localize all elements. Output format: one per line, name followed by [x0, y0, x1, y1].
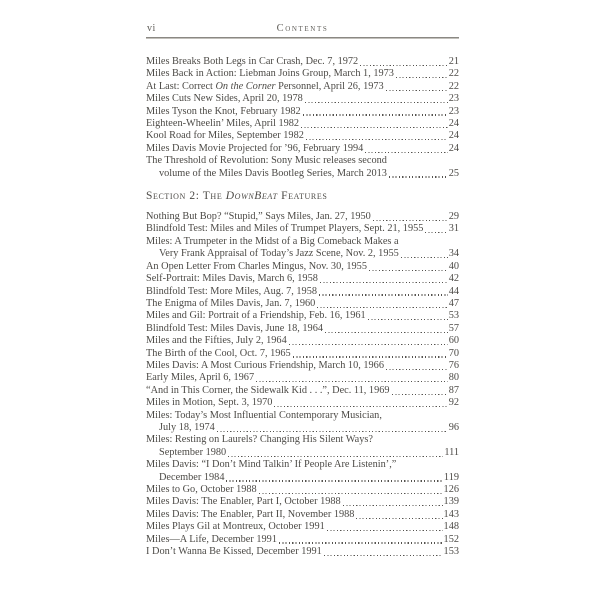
entry-title: [146, 298, 315, 310]
entry-title: [146, 459, 396, 471]
entry-title-text: The Enigma of Miles Davis, Jan. 7, 1960: [146, 297, 316, 309]
entry-page-number: 153: [443, 546, 459, 558]
toc-entry: [146, 118, 459, 130]
entry-title: [146, 496, 341, 508]
entry-title: [146, 546, 322, 558]
dot-leader: [356, 518, 442, 519]
entry-title-text: Miles Back in Action: Liebman Joins Group, March 1, 1973: [146, 68, 394, 80]
section-heading-italic: DownBeat: [225, 190, 278, 203]
section-heading: [146, 190, 459, 203]
entry-page-number: 119: [443, 471, 459, 483]
toc-entry: [146, 472, 459, 484]
dot-leader: [324, 555, 443, 556]
toc-entry: [146, 496, 459, 508]
dot-leader: [365, 152, 447, 153]
toc-entry: [146, 348, 459, 360]
entry-title-text: Miles in Motion, Sept. 3, 1970: [146, 397, 273, 409]
toc-entry: [146, 286, 459, 298]
entry-page-number: 21: [448, 56, 459, 67]
entry-title-text: Very Frank Appraisal of Today’s Jazz Scene, Nov. 2, 1955: [159, 248, 399, 260]
entry-title-text: Personnel, April 26, 1973: [275, 80, 384, 92]
entry-title: [146, 385, 390, 397]
dot-leader: [373, 220, 448, 221]
entry-title-text: Miles—A Life, December 1991: [146, 533, 277, 545]
toc-entry: [146, 248, 459, 260]
entry-page-number: 152: [443, 533, 459, 545]
entry-title: [146, 372, 254, 384]
entry-title: [146, 118, 299, 130]
dot-leader: [319, 294, 448, 295]
toc-entry: [146, 509, 459, 521]
entry-title: [146, 273, 318, 285]
dot-leader: [303, 114, 448, 115]
entry-title-text: Miles Davis: “I Don’t Mind Talkin’ If People Are Listenin’,”: [146, 459, 397, 471]
entry-title-text: Miles Tyson the Knot, February 1982: [146, 105, 301, 117]
header-rule: [146, 37, 459, 39]
dot-leader: [256, 381, 448, 382]
toc-entry: [146, 434, 459, 446]
entry-title-text: The Birth of the Cool, Oct. 7, 1965: [146, 347, 291, 359]
toc-entry: [146, 484, 459, 496]
entry-page-number: 143: [443, 508, 459, 520]
toc-entry: [146, 130, 459, 142]
entry-title: [146, 155, 387, 167]
dot-leader: [401, 257, 448, 258]
toc-entry: [146, 534, 459, 546]
entry-title: [146, 130, 304, 142]
entry-title-text: Miles: A Trumpeter in the Midst of a Big Comeback Makes a: [146, 235, 399, 247]
dot-leader: [386, 369, 448, 370]
dot-leader: [360, 65, 448, 66]
entry-title: [159, 248, 399, 260]
dot-leader: [425, 232, 447, 233]
entry-title-text: An Open Letter From Charles Mingus, Nov. 30, 1955: [146, 260, 367, 272]
dot-leader: [325, 332, 448, 333]
entry-title-text: Miles and Gil: Portrait of a Friendship, Feb. 16, 1961: [146, 310, 366, 322]
entry-page-number: 60: [448, 335, 459, 347]
entry-title-italic: On the Corner: [215, 80, 276, 92]
entry-title-text: December 1984: [159, 471, 225, 483]
toc-entry: [146, 236, 459, 248]
entry-title-text: Miles Cuts New Sides, April 20, 1978: [146, 93, 303, 105]
entry-title: [146, 534, 277, 546]
dot-leader: [305, 102, 448, 103]
toc-entry: [146, 360, 459, 372]
dot-leader: [301, 127, 448, 128]
toc-entry: [146, 211, 459, 223]
entry-title: [146, 360, 384, 372]
entry-title: [146, 236, 399, 248]
toc-entry: [146, 261, 459, 273]
entry-page-number: 34: [448, 248, 459, 260]
entry-title-text: July 18, 1974: [159, 421, 215, 433]
toc-entry: [146, 372, 459, 384]
dot-leader: [368, 319, 448, 320]
dot-leader: [274, 406, 447, 407]
entry-title: [146, 410, 382, 422]
toc-entry: [146, 447, 459, 459]
entry-page-number: 47: [448, 297, 459, 309]
entry-page-number: 42: [448, 273, 459, 285]
entry-title-text: Blindfold Test: More Miles, Aug. 7, 1958: [146, 285, 317, 297]
entry-title-text: Kool Road for Miles, September 1982: [146, 130, 304, 142]
entry-title-text: Blindfold Test: Miles Davis, June 18, 1964: [146, 322, 323, 334]
toc-entry: [146, 168, 459, 180]
entry-title: [146, 521, 325, 533]
toc-entry: [146, 335, 459, 347]
entry-title-text: Miles Davis Movie Projected for ’96, February 1994: [146, 142, 364, 154]
entry-title: [146, 261, 367, 273]
toc-entry: [146, 68, 459, 80]
entry-page-number: 24: [448, 118, 459, 130]
entry-title-text: I Don’t Wanna Be Kissed, December 1991: [146, 546, 322, 558]
entry-page-number: 29: [448, 211, 459, 223]
section-heading-text: Section 2: The: [146, 190, 226, 203]
toc-entry: [146, 106, 459, 118]
toc-entry: [146, 459, 459, 471]
toc-entry: [146, 223, 459, 235]
entry-title: [159, 422, 215, 434]
entry-title-text: At Last: Correct: [146, 80, 216, 92]
entry-page-number: 24: [448, 130, 459, 142]
toc-entry: [146, 385, 459, 397]
dot-leader: [389, 176, 448, 177]
entry-title-text: Miles Plays Gil at Montreux, October 1991: [146, 521, 325, 533]
entry-title: [146, 223, 423, 235]
toc-entry: [146, 422, 459, 434]
entry-title: [146, 348, 291, 360]
toc-entry: [146, 81, 459, 93]
entry-page-number: 57: [448, 322, 459, 334]
entry-title-text: Miles and the Fifties, July 2, 1964: [146, 335, 287, 347]
section-entry-list: [146, 56, 459, 180]
page-header: [146, 23, 459, 35]
toc-entry: [146, 273, 459, 285]
dot-leader: [293, 356, 448, 357]
entry-title: [146, 509, 354, 521]
dot-leader: [217, 431, 448, 432]
entry-page-number: 80: [448, 372, 459, 384]
entry-page-number: 31: [448, 223, 459, 235]
entry-page-number: 53: [448, 310, 459, 322]
toc-entry: [146, 310, 459, 322]
entry-title: [159, 447, 226, 459]
entry-page-number: 23: [448, 105, 459, 117]
entry-title: [146, 484, 257, 496]
entry-page-number: 44: [448, 285, 459, 297]
entry-title: [146, 434, 373, 446]
dot-leader: [369, 270, 448, 271]
dot-leader: [279, 542, 443, 543]
entry-page-number: 70: [448, 347, 459, 359]
dot-leader: [259, 493, 443, 494]
toc-entry: [146, 546, 459, 558]
toc-entry: [146, 521, 459, 533]
dot-leader: [226, 480, 442, 481]
entry-title-text: Blindfold Test: Miles and Miles of Trumpet Players, Sept. 21, 1955: [146, 223, 424, 235]
dot-leader: [289, 344, 448, 345]
entry-page-number: 22: [448, 68, 459, 80]
dot-leader: [386, 90, 448, 91]
table-of-contents: [146, 56, 459, 558]
dot-leader: [396, 77, 448, 78]
contents-page-body: [146, 23, 459, 558]
entry-page-number: 25: [448, 167, 459, 179]
entry-title-text: Miles Davis: A Most Curious Friendship, March 10, 1966: [146, 359, 384, 371]
entry-page-number: 126: [443, 484, 459, 495]
entry-page-number: 148: [443, 521, 459, 533]
entry-title: [146, 68, 394, 80]
section-entry-list: [146, 211, 459, 558]
toc-entry: [146, 298, 459, 310]
entry-title-text: Miles Breaks Both Legs in Car Crash, Dec. 7, 1972: [146, 56, 359, 67]
entry-title-text: Nothing But Bop? “Stupid,” Says Miles, Jan. 27, 1950: [146, 211, 371, 223]
toc-entry: [146, 155, 459, 167]
entry-page-number: 22: [448, 80, 459, 92]
entry-title: [146, 211, 371, 223]
dot-leader: [228, 456, 443, 457]
dot-leader: [320, 282, 448, 283]
dot-leader: [392, 394, 448, 395]
entry-title-text: Miles: Resting on Laurels? Changing His Silent Ways?: [146, 434, 373, 446]
entry-title-text: Miles to Go, October 1988: [146, 484, 257, 495]
entry-title: [146, 397, 272, 409]
entry-title-text: Early Miles, April 6, 1967: [146, 372, 255, 384]
entry-page-number: 111: [444, 446, 459, 458]
entry-title: [146, 106, 301, 118]
entry-page-number: 24: [448, 142, 459, 154]
entry-page-number: 139: [443, 496, 459, 508]
entry-title-text: September 1980: [159, 446, 227, 458]
entry-title-text: The Threshold of Revolution: Sony Music releases second: [146, 155, 387, 167]
running-head-title: Contents: [276, 23, 329, 34]
entry-title: [146, 81, 384, 93]
entry-title-text: Self-Portrait: Miles Davis, March 6, 1958: [146, 273, 318, 285]
entry-title-text: Eighteen-Wheelin’ Miles, April 1982: [146, 118, 300, 130]
entry-title: [146, 323, 323, 335]
dot-leader: [343, 505, 443, 506]
entry-title-text: Miles: Today’s Most Influential Contemporary Musician,: [146, 409, 382, 421]
toc-entry: [146, 93, 459, 105]
entry-title-text: “And in This Corner, the Sidewalk Kid . . .”, Dec. 11, 1969: [146, 384, 390, 396]
toc-entry: [146, 410, 459, 422]
entry-title: [146, 286, 317, 298]
entry-page-number: 40: [448, 260, 459, 272]
entry-page-number: 96: [448, 421, 459, 433]
dot-leader: [317, 307, 447, 308]
entry-title: [146, 93, 303, 105]
entry-title: [159, 168, 387, 180]
section-heading-text: Features: [277, 190, 328, 203]
entry-title-text: Miles Davis: The Enabler, Part II, November 1988: [146, 508, 355, 520]
entry-title-text: Miles Davis: The Enabler, Part I, October 1988: [146, 496, 341, 508]
entry-title: [146, 335, 287, 347]
entry-title: [159, 472, 224, 484]
entry-page-number: 92: [448, 397, 459, 409]
dot-leader: [306, 139, 448, 140]
toc-entry: [146, 323, 459, 335]
entry-title-text: volume of the Miles Davis Bootleg Series, March 2013: [159, 167, 387, 179]
entry-title: [146, 56, 358, 68]
entry-page-number: 76: [448, 359, 459, 371]
toc-entry: [146, 143, 459, 155]
toc-entry: [146, 397, 459, 409]
folio-page-number: vi: [147, 23, 156, 34]
toc-entry: [146, 56, 459, 68]
entry-title: [146, 310, 366, 322]
entry-page-number: 23: [448, 93, 459, 105]
entry-title: [146, 143, 363, 155]
entry-page-number: 87: [448, 384, 459, 396]
dot-leader: [327, 530, 443, 531]
